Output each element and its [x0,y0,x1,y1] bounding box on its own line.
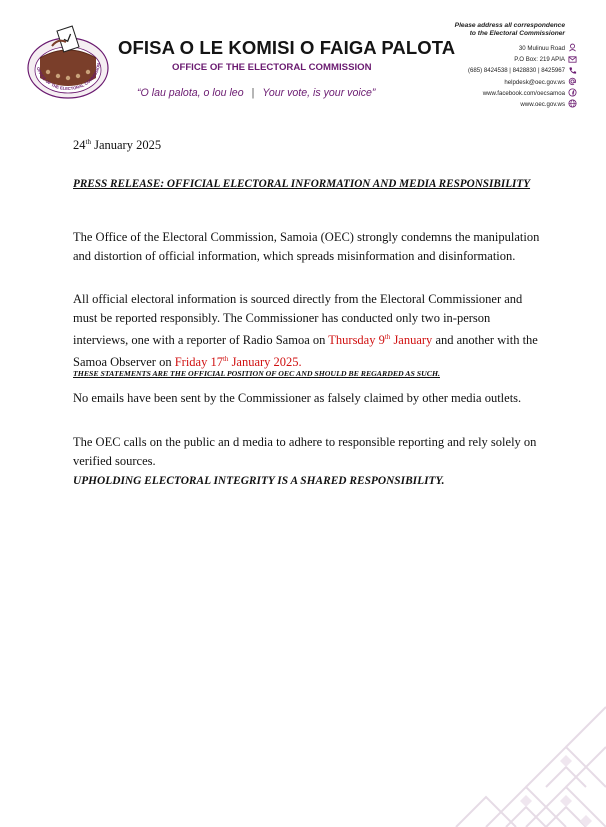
mail-icon [568,55,577,64]
decorative-pattern-watermark [426,687,606,827]
org-subtitle: OFFICE OF THE ELECTORAL COMMISSION [172,62,372,73]
org-title: OFISA O LE KOMISI O FAIGA PALOTA [118,37,456,58]
facebook-icon [568,88,577,97]
contact-block [375,22,565,110]
paragraph-no-emails: No emails have been sent by the Commissioner as falsely claimed by other media outlets. [73,391,522,405]
phone-icon [568,66,577,75]
svg-text:OFFICE OF THE ELECTORAL COMMIS: OFFICE OF THE ELECTORAL COMMISSION [35,62,102,92]
interview-date-samoa-observer: Friday 17th January 2025. [174,354,302,369]
official-position-statement: THESE STATEMENTS ARE THE OFFICIAL POSITION OF OEC AND SHOULD BE REGARDED AS SUCH. [73,369,440,378]
correspondence-note-line2: to the Electoral Commissioner [469,30,565,37]
contact-facebook[interactable]: www.facebook.com/oecsamoa [482,89,565,97]
contact-po-box: P.O Box: 219 APIA [514,56,565,64]
contact-address: 30 Mulinuu Road [518,45,565,52]
at-icon [568,77,577,86]
contact-email[interactable]: helpdesk@oec.gov.ws [504,78,565,86]
correspondence-note-line1: Please address all correspondence [454,22,565,29]
contact-phone: (685) 8424538 | 8428830 | 8425967 [467,67,565,75]
paragraph-condemnation: The Office of the Electoral Commission, Samoia (OEC) strongly condemns the manipulation and distortion of official information, which spreads misinformation and disinformation. [73,230,540,263]
motto-samoan: “O lau palota, o lou leo [137,87,244,99]
globe-icon [568,99,577,108]
interview-date-radio-samoa: Thursday 9th January [328,332,433,347]
location-icon [568,43,577,52]
paragraph-call-to-public: The OEC calls on the public an d media to adhere to responsible reporting and rely solely on verified sources. [73,435,537,468]
contact-website[interactable]: www.oec.gov.ws [520,100,565,108]
release-date: 24th January 2025 [73,138,162,153]
motto-separator: | [251,87,255,99]
motto [137,87,375,99]
press-release-headline: PRESS RELEASE: OFFICIAL ELECTORAL INFORMATION AND MEDIA RESPONSIBILITY [73,178,531,190]
paragraph-official-information: All official electoral information is sourced directly from the Electoral Commissioner and must be reported responsibly. The Commissioner has conducted only two in-person interviews, one with a reporter of Radio Samoa on Thursday 9th January and another with the Samoa Observer on Friday 17th January 2025. [73,292,538,369]
closing-statement: UPHOLDING ELECTORAL INTEGRITY IS A SHARED RESPONSIBILITY. [73,475,445,487]
oec-logo [22,18,114,104]
motto-english: Your vote, is your voice” [262,87,376,99]
